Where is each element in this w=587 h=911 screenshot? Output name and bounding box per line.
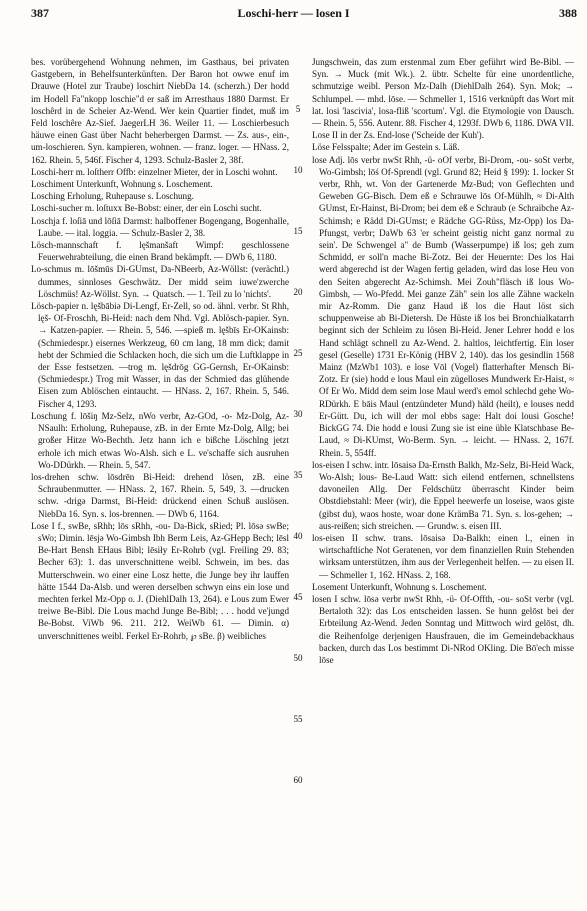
dictionary-entry: los-eisen I schw. intr. lōsaisə Da-Ernsth Balkh, Mz-Selz, Bi-Heid Wack, Wo-Alsh; lous- Be-Laud Watt: sich eilend entfernen, schnellstens davoneilen Allg. Der Feldschütz überrascht Kinder beim Obstdiebstahl: Meer (wir), die Eppel heewerfe un loseise, waos giste (gibst du), waos hoste, woar done KrämBa 71. Syn. s. los-gehen; → aus-reißen; sich streichen. — Grundw. s. eisen III. — [312, 459, 574, 531]
dictionary-entry: Lösch-papier n. lęšbābiə Di-Lengf, Er-Zell, so od. ähnl. verbr. St Rhh, lęš- Of-Froschh, Bi-Heid: nach dem Nhd. Vgl. Ablösch-papier. Syn. → Katzen-papier. — Rhein. 5, 546. —spieß m. lęšbīs Er-OKainsb: (Schmiedespr.) eisernes Werkzeug, 60 cm lang, 18 mm dick; damit hebt der Schmied die Schlacken hoch, die sich um die Luftklappe in der Esse festsetzen. —trog m. lęšdrōg GG-Gernsh, Er-OKainsb: (Schmiedespr.) Trog mit Wasser, in das der Schmied das glühende Eisen zum Ablöschen eintaucht. — HNass. 2, 167. Rhein. 5, 546. Fischer 4, 1293. — [31, 301, 289, 409]
line-number: 10 — [293, 165, 303, 175]
dictionary-entry: Loschi-herr m. loſtherr Offb: einzelner Mieter, der in Loschi wohnt. — [31, 166, 278, 177]
dictionary-entry: Loschja f. loſiā und lōſiā Darmst: halboffener Bogengang, Bogenhalle, Laube. — ital. loggia. — Schulz-Basler 2, 38. — [31, 215, 289, 238]
dictionary-entry: Loschi-sucher m. loſtuxx Be-Bobst: einer, der ein Loschi sucht. — [31, 203, 262, 214]
dictionary-entry: lose Adj. lōs verbr nwSt Rhh, -ü- oOf verbr, Bi-Drom, -ou- soSt verbr, Wo-Gimbsh; lōś Of-Sprendl (vgl. Grund 82; Heid § 199): 1. locker St verbr, Rhh, wt. Von der Gartenerde Mz-Bud; von Geflechten und Geweben GG-Bisch. Dem eß e Schrauwe lōs Of-Mühlh, ≈ Di-Alth GUmst, Er-Hainst, Bi-Drom; bei dem eß e Schraub (e Schraibche Az-Schimsh; e Rädd Di-GUmst; e Rädche GG-Rüss, Mz-Opp) los Da-Pfungst, verbr; DaWb 63 'er scheint geistig nicht ganz normal zu sein'. De Schwengel a" de Bumb (Wasserpumpe) iß los; geh zum Schmidd, er soll'n mache Bi-Zotz. Bei der Heuernte: Des los Hai werd abgerechd ist der Wagen fertig geladen, wird das lose Heu von den Seiten abgerecht Az-Schimsh. Mei Zouh"fläsch iß lous Wo-Gimbsh, — Wo-Pfedd. Mei ganze Zäh" sein los alle Zähne wackeln mir Az-Romm. Die ganz Haud iß los die Haut löst sich schuppenweise ab Bi-Dietersh. De Hüste iß los bei Bronchialkatarrh beginnt sich der Schleim zu lösen Bi-Heid. Jener Lehrer hodd e los Hand schlägt schnell zu Az-Wend. 2. haltlos, leichtfertig. Ein loser gesel (Geselle) 1731 Er-König (HBV 2, 140). das los gesindlin 1568 Mainz (MzWb1 103). e lose Vōl (Vogel) flatterhafter Mensch Bi-Zotz. Er (sie) hodd e lous Maul ein zügelloses Mundwerk Er-Haist, ≈ Of Er Wo. Midd dem seim lose Maul werd's emol schlechd gehe Wo-RDürkh. E bāis Maul (entzündeter Mund) häld (heilt), e louses nedd Er-Gütt. Du, ich will der mol ebbs sage: Halt doi lousi Gosche! BickGG 74. Die hodd e lousi Zung sie ist eine üble Klatschbase Be-Laud, ≈ Di-KUmst, Wo-Berm. Syn. → leicht. — HNass. 2, 167f. Rhein. 5, 554ff. — [312, 154, 574, 458]
line-number: 40 — [293, 531, 303, 541]
line-number: 50 — [293, 653, 303, 663]
dictionary-entry: Losement Unterkunft, Wohnung s. Loschement. — [312, 581, 487, 592]
line-number: 5 — [295, 104, 301, 114]
dictionary-entry: Lo-schmus m. lōšmūs Di-GUmst, Da-NBeerb, Az-Wöllst: (verächtl.) dummes, sinnloses Geschwätz. Der midd seim iuwe'zwerche Löschmüs! Az-Wöllst. Syn. → Quatsch. — 1. Teil zu lo 'nichts'. — [31, 264, 289, 299]
dictionary-entry: Loschiment Unterkunft, Wohnung s. Loschement. — [31, 179, 213, 190]
dictionary-entry: Lose I f., swBe, sRhh; lōs sRhh, -ou- Da-Bick, sRied; Pl. lōsə swBe; sWo; Dimin. lēsjə Wo-Gimbsh Ibh Berm Leis, Az-GHepp Bech; lēsl Be-Hart Bensh EHaus Bibl; lēsiły Er-Rohrb (vgl. Freiling 29. 83; Becher 63): 1. das unverschnittene weibl. Schwein, im bes. das Mutterschwein. wo einer eine Losz hette, die Junge bey ihr lauffen hätte 1544 Da-Alsb. und weren derselben schwyn eins ein lose und mechten ferkel Mz-Opp o. J. (DiehlDalh 13, 264). e Lous zum Ewer treiwe Be-Bibl. Die Lous machd Junge Be-Bibl; . . . hodd ve'jungd Be-Bobst. ViWb 96. 211. 212. WeiWb 61. — Dimin. α) unverschnittenes weibl. Ferkel Er-Rohrb, ℘ sBe. β) weibliches — [31, 520, 289, 641]
line-number: 45 — [293, 592, 303, 602]
dictionary-entry: Lose II in der Zs. End-lose ('Scheide der Kuh'). — [312, 130, 484, 141]
dictionary-entry: losen I schw. lōsə verbr nwSt Rhh, -ü- Of-Offth, -ou- soSt verbr (vgl. Bertaloth 32): das Los entscheiden lassen. Se hunn gelōst bei der Erbteilung Az-Wend. Jeden Sonntag und Mittwoch wird gelōst, dh. die Reihenfolge derjenigen Hausfrauen, die im Gemeindebackhaus backen, durch das Los bestimmt Di-NRod OKling. Die Bō'ech misse lōse — [312, 593, 574, 665]
page-number-right: 388 — [559, 6, 577, 20]
dictionary-entry: Losching Erholung, Ruhepause s. Loschung. — [31, 191, 194, 202]
dictionary-entry: Löse Felsspalte; Ader im Gestein s. Läß. — [312, 142, 460, 153]
line-number: 30 — [293, 409, 303, 419]
line-number: 60 — [293, 775, 303, 785]
dictionary-entry: Loschung f. lōšiŋ Mz-Selz, nWo verbr, Az-GOd, -o- Mz-Dolg, Az-NSaulh: Erholung, Ruhepause, zB. in der Ernte Mz-Dolg, Allg; bei großer Hitze Wo-Bechth. Jetz hann ich e bißche Löschlng jetzt erhole ich mich etwas Wo-Alsh. sich e L. ve'schaffe sich ausruhen Wo-DDürkh. — Rhein. 5, 547. — [31, 410, 289, 470]
line-number: 35 — [293, 470, 303, 480]
line-number: 15 — [293, 226, 303, 236]
dictionary-entry: los-eisen II schw. trans. lōsaisə Da-Balkh: einen l., einen in wirtschaftliche Not Geratenen, vor dem finanziellen Ruin Stehenden wirksam unterstützen, ihm aus der Verlegenheit helfen. — zu eisen II. — Schmeller 1, 162. HNass. 2, 168. — [312, 532, 574, 580]
dictionary-entry: bes. vorübergehend Wohnung nehmen, im Gasthaus, bei privaten Gastgebern, in Behelfsunterkünften. Der Baron hot owwe enuf im Drauwe (Hotel zur Traube) loschirt NiebDa 14. (scherzh.) Der hodd im Hodell Fa"nkopp loschie"d er saß im Arresthaus 1880 Darmst. Er loschêrd in de Scheier Az-Wend. Wer kein Quartier findet, muß im Feld loschêre Az-Sief. JaegerLH 36. Weiler 11. — Loschierbesuch häuwe einen Gast über Nacht beherbergen Darmst. — Zs. aus-, ein-, um-loschieren. Syn. kampieren, wohnen. — franz. loger. — HNass. 2, 162. Rhein. 5, 546f. Fischer 4, 1293. Schulz-Basler 2, 38f. — [31, 57, 289, 165]
line-number: 25 — [293, 348, 303, 358]
page-number-left: 387 — [31, 6, 49, 20]
running-head: Loschi-herr — losen I — [237, 6, 350, 20]
dictionary-entry: los-drehen schw. lōsdrēn Bi-Heid: drehend lösen, zB. eine Schraubenmutter. — HNass. 2, 167. Rhein. 5, 549, 3. —drucken schw. -drigə Darmst, Bi-Heid: drückend einen Schuß auslösen. NiebDa 16. Syn. s. los-brennen. — DWb 6, 1164. — [31, 471, 289, 519]
dictionary-entry: Lösch-mannschaft f. lęšmanšaft Wimpf: geschlossene Feuerwehrabteilung, die einen Brand bekämpft. — DWb 6, 1180. — [31, 240, 289, 263]
line-number: 20 — [293, 287, 303, 297]
line-number-gutter — [286, 56, 310, 886]
dictionary-entry: Jungschwein, das zum erstenmal zum Eber geführt wird Be-Bibl. — Syn. → Muck (mit Wk.). 2. übtr. Schelte für eine unordentliche, schmutzige weibl. Person Mz-Dalh (DiehlDalh 264). Syn. Mok; → Schlumpel. — mhd. lōse. — Schmeller 1, 1516 verknüpft das Wort mit lat. losi 'lascivia', losa-fliß 'scortum'. Vgl. die Etymologie von Dausch. — Rhein. 5, 556. Autenr. 88. Fischer 4, 1293f. DWb 6, 1186. DWA VII. — [312, 57, 574, 129]
right-column — [312, 56, 574, 666]
line-number: 55 — [293, 714, 303, 724]
page-header — [0, 0, 587, 38]
left-column — [31, 56, 289, 642]
